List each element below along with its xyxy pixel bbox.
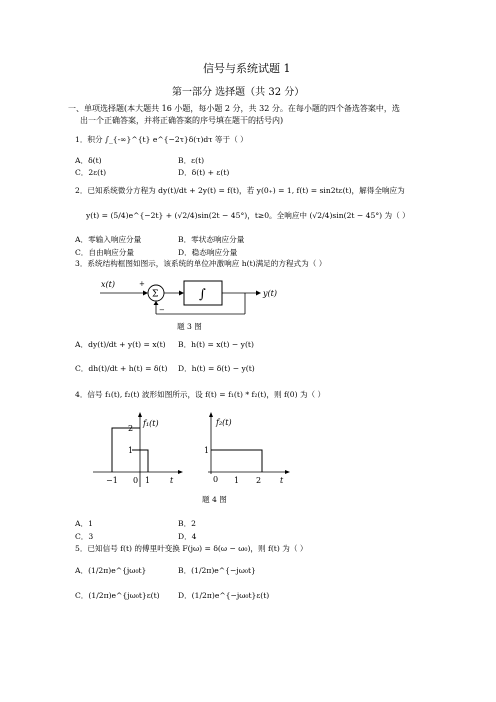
q5-option-b: B．(1/2π)e^{−jω₀t} bbox=[178, 566, 256, 575]
q4-option-b: B．2 bbox=[178, 519, 197, 528]
q4-option-a: A．1 bbox=[75, 519, 93, 528]
q3-caption: 题 3 图 bbox=[177, 322, 202, 331]
q4-f1-plot bbox=[88, 412, 188, 492]
f1-tick-y-2: 2 bbox=[128, 424, 134, 433]
q4-option-c: C．3 bbox=[75, 532, 94, 541]
q1-option-a: A．δ(t) bbox=[75, 156, 102, 165]
q3-block-diagram bbox=[95, 272, 295, 322]
f1-tick-y-1: 1 bbox=[128, 446, 134, 455]
f1-y-axis-arrow bbox=[138, 412, 142, 417]
q1-stem: 1．积分 ∫_{-∞}^{t} e^{−2τ}δ(τ)dτ 等于（ ） bbox=[75, 135, 248, 144]
q3-option-a: A．dy(t)/dt + y(t) = x(t) bbox=[75, 340, 166, 349]
q4-f2-plot bbox=[198, 412, 298, 492]
input-label: x(t) bbox=[101, 280, 115, 289]
page-title: 信号与系统试题 1 bbox=[203, 62, 291, 75]
q5-option-a: A．(1/2π)e^{jω₀t} bbox=[75, 566, 147, 575]
f1-label: f₁(t) bbox=[143, 419, 159, 428]
integrator-symbol: ∫ bbox=[199, 287, 206, 302]
f1-tick-x-1: 1 bbox=[145, 476, 151, 485]
q2-option-a: A．零输入响应分量 bbox=[75, 235, 142, 244]
plus-sign: + bbox=[139, 280, 145, 288]
section-instructions-line2: 出一个正确答案，并将正确答案的序号填在题干的括号内) bbox=[80, 116, 284, 125]
q4-stem: 4．信号 f₁(t), f₂(t) 波形如图所示，设 f(t) = f₁(t) * f₂(t)，则 f(0) 为（ ） bbox=[75, 390, 326, 399]
q3-stem: 3．系统结构框图如图示，该系统的单位冲激响应 h(t)满足的方程式为（ ） bbox=[75, 259, 327, 268]
q4-caption: 题 4 图 bbox=[202, 495, 227, 504]
minus-sign: − bbox=[159, 306, 165, 314]
feedback-arrow bbox=[154, 301, 159, 305]
f2-axis-label: t bbox=[280, 476, 284, 485]
section-instructions-line1: 一、单项选择题(本大题共 16 小题，每小题 2 分，共 32 分。在每小题的四个备选答案中，选 bbox=[68, 104, 400, 113]
q1-option-d: D．δ(t) + ε(t) bbox=[178, 168, 230, 177]
f2-tick-x-2: 2 bbox=[256, 476, 262, 485]
f2-waveform bbox=[211, 450, 262, 472]
f2-tick-y-1: 1 bbox=[204, 446, 210, 455]
q2-option-b: B．零状态响应分量 bbox=[178, 235, 245, 244]
input-arrow bbox=[143, 291, 148, 296]
f2-label: f₂(t) bbox=[216, 418, 232, 427]
q3-option-d: D．h(t) = δ(t) − y(t) bbox=[178, 364, 255, 373]
f2-tick-x-1: 1 bbox=[234, 476, 240, 485]
q5-option-c: C．(1/2π)e^{jω₀t}ε(t) bbox=[75, 591, 160, 600]
f1-t-axis-arrow bbox=[178, 470, 183, 474]
q2-option-d: D．稳态响应分量 bbox=[178, 248, 238, 257]
f2-y-axis-arrow bbox=[209, 412, 213, 417]
q2-stem-line1: 2．已知系统微分方程为 dy(t)/dt + 2y(t) = f(t)，若 y(0₊) = 1, f(t) = sin2tε(t)，解得全响应为 bbox=[75, 186, 405, 195]
integrator-input-arrow bbox=[179, 291, 184, 296]
f1-axis-label: t bbox=[170, 476, 174, 485]
q5-option-d: D．(1/2π)e^{−jω₀t}ε(t) bbox=[178, 591, 270, 600]
q1-option-c: C．2ε(t) bbox=[75, 168, 107, 177]
part-heading: 第一部分 选择题（共 32 分） bbox=[172, 87, 305, 98]
q2-option-c: C．自由响应分量 bbox=[75, 248, 134, 257]
q5-stem: 5．已知信号 f(t) 的傅里叶变换 F(jω) = δ(ω − ω₀)，则 f(t) 为（ ） bbox=[75, 544, 308, 553]
output-arrow bbox=[256, 291, 261, 296]
q3-option-c: C．dh(t)/dt + h(t) = δ(t) bbox=[75, 364, 168, 373]
output-label: y(t) bbox=[263, 289, 277, 298]
f1-tick-x-0: 0 bbox=[133, 476, 139, 485]
q1-option-b: B．ε(t) bbox=[178, 156, 205, 165]
f2-tick-x-0: 0 bbox=[213, 475, 219, 484]
summer-symbol: Σ bbox=[152, 289, 159, 300]
q2-stem-line2: y(t) = (5/4)e^{−2t} + (√2/4)sin(2t − 45°)，t≥0。全响应中 (√2/4)sin(2t − 45°) 为（ ） bbox=[86, 211, 410, 220]
q3-option-b: B．h(t) = x(t) − y(t) bbox=[178, 340, 254, 349]
q4-option-d: D．4 bbox=[178, 532, 197, 541]
f1-tick-x-neg1: −1 bbox=[106, 476, 118, 485]
f2-t-axis-arrow bbox=[285, 470, 290, 474]
